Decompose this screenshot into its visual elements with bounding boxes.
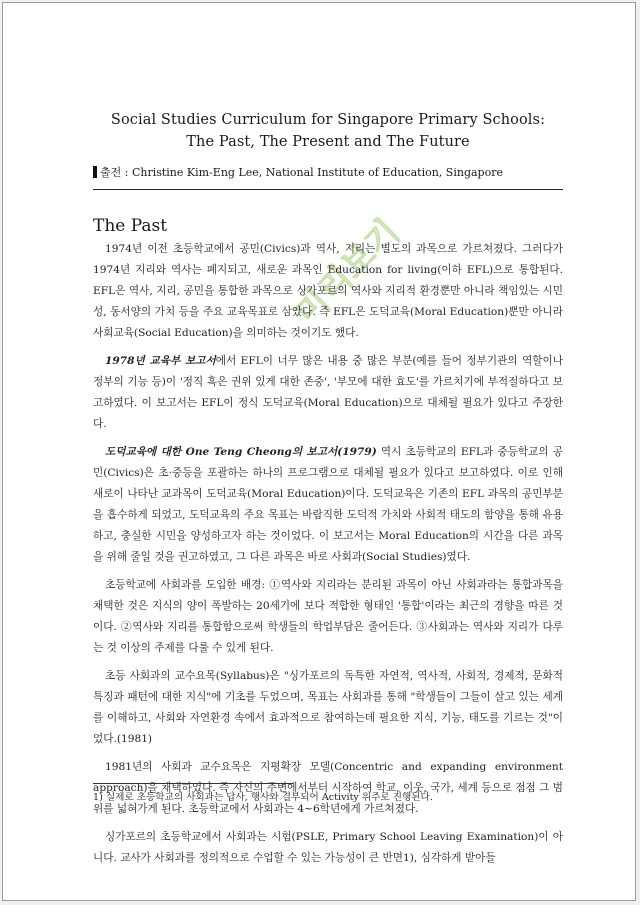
paragraph: 도덕교육에 대한 One Teng Cheong의 보고서(1979) 역시 초등학교의 EFL과 중등학교의 공민(Civics)은 초·중등을 포괄하는 하나의 프로그램으로 대체될 필요가 있다고 보고하였다. 이로 인해 새로이 나타난 교과목이 도덕교육(Moral Education)이다. 도덕교육은 기존의 EFL 과목의 공민부분을 흡수하게 되었고, 도덕교육의 주요 목표는 바람직한 도덕적 가치와 사회적 태도의 함양을 통해 유용하고, 충실한 시민을 양성하고자 하는 것이었다. 이 보고서는 Moral Education의 시간을 다른 과목을 위해 줄일 것을 권고하였고, 그 다른 과목은 바로 사회과(Social Studies)였다. (93, 446, 563, 563)
paragraph: 1974년 이전 초등학교에서 공민(Civics)과 역사, 지리는 별도의 과목으로 가르쳐졌다. 그러다가 1974년 지리와 역사는 폐지되고, 새로운 과목인 Education for living(이하 EFL)으로 통합된다. EFL은 역사, 지리, 공민을 통합한 과목으로 싱가포르의 역사와 지리적 환경뿐만 아니라 책임있는 시민성, 동서양의 가치 등을 주요 교육목표로 삼았다. 즉 EFL은 도덕교육(Moral Education)뿐만 아니라 사회교육(Social Education)을 의미하는 것이기도 했다. (93, 243, 563, 339)
source-marker-icon (93, 166, 97, 178)
watermark-text: 미리보기 (286, 211, 408, 333)
source-line (93, 165, 563, 181)
document-page (2, 2, 636, 901)
title-line-2: The Past, The Present and The Future (186, 134, 470, 150)
title-line-1: Social Studies Curriculum for Singapore Primary Schools: (110, 112, 546, 128)
source-text: 출전 : Christine Kim-Eng Lee, National Institute of Education, Singapore (100, 166, 503, 179)
paragraph: 초등학교에 사회과를 도입한 배경: ①역사와 지리라는 분리된 과목이 아닌 사회과라는 통합과목을 채택한 것은 지식의 양이 폭발하는 20세기에 보다 적합한 형태인 '통합'이라는 최근의 경향을 따른 것이다. ②역사와 지리를 통합함으로써 학생들의 학업부담은 줄어든다. ③사회과는 역사와 지리가 다루는 것 이상의 주제를 다룰 수 있게 된다. (93, 579, 563, 654)
footnote-divider (93, 783, 293, 784)
document-title (93, 109, 563, 153)
paragraph: 초등 사회과의 교수요목(Syllabus)은 "싱가포르의 독특한 자연적, 역사적, 사회적, 경제적, 문화적 특징과 패턴에 대한 지식"에 기초를 두었으며, 목표는 사회과를 통해 "학생들이 그들이 살고 있는 세계를 이해하고, 사회와 자연환경 속에서 효과적으로 참여하는데 필요한 지식, 기능, 태도를 기르는 것"이었다.(1981) (93, 670, 563, 745)
footnote: 1) 실제로 초등학교의 사회과는 답사, 행사와 결부되어 Activity 위주로 진행된다. (93, 792, 433, 803)
section-heading: The Past (93, 216, 168, 236)
paragraph: 1981년의 사회과 교수요목은 지평확장 모델(Concentric and expanding environment approach)을 채택하였다. 즉 자신의 주변에서부터 시작하여 학교, 이웃, 국가, 세계 등으로 점점 그 범위를 넓혀가게 된다. 초등학교에서 사회과는 4~6학년에게 가르쳐졌다. (93, 761, 563, 815)
paragraph: 싱가포르의 초등학교에서 사회과는 시험(PSLE, Primary School Leaving Examination)이 아니다. 교사가 사회과를 정의적으로 수업할 수 있는 가능성이 큰 반면1), 심각하게 받아들 (93, 831, 563, 864)
body-text (93, 239, 563, 876)
header-divider (93, 189, 563, 190)
paragraph: 1978년 교육부 보고서에서 EFL이 너무 많은 내용 중 많은 부분(예를 들어 정부기관의 역할이나 정부의 기능 등)이 '정직 혹은 권위 있게 대한 존중', '부모에 대한 효도'를 가르치기에 부적절하다고 보고하였다. 이 보고서는 EFL이 정식 도덕교육(Moral Education)으로 대체될 필요가 있다고 주장한다. (93, 355, 564, 430)
